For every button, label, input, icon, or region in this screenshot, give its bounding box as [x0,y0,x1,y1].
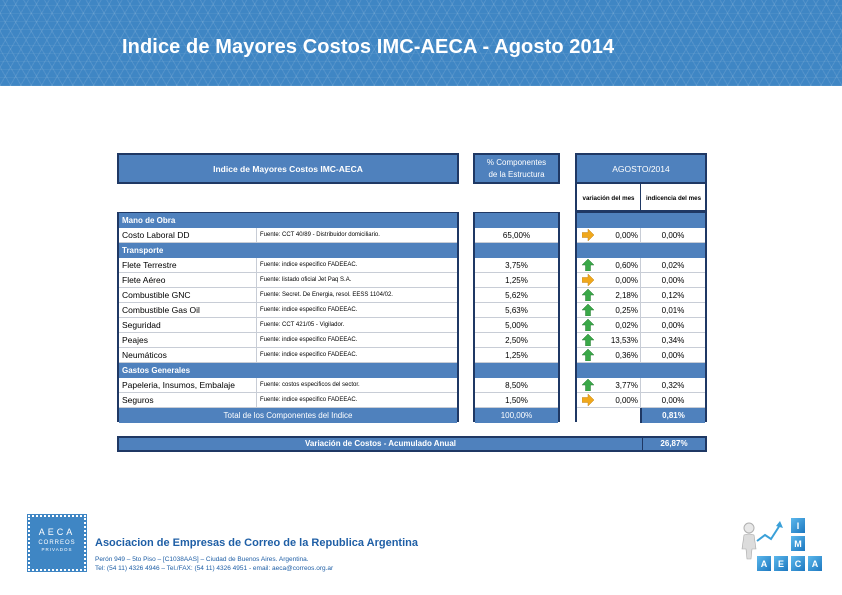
incidence-value: 0,00% [661,350,685,360]
table-row [119,303,457,318]
component-cell [475,258,558,273]
variation-value: 13,53% [610,335,638,345]
variation-value: 0,00% [615,395,638,405]
variation-row [577,378,705,393]
table-row [119,378,457,393]
item-name: Seguros [122,395,154,405]
right-arrow-icon [582,274,594,286]
incidence-value: 0,02% [661,260,685,270]
cube-block: M [790,535,806,552]
section-header [119,243,457,258]
table-row [119,228,457,243]
component-value: 3,75% [505,260,528,270]
variation-value: 3,77% [615,380,638,390]
item-source: Fuente: listado oficial Jet Paq S.A. [256,273,351,287]
component-cell [475,348,558,363]
section-header-fill [577,213,705,228]
section-title: Gastos Generales [122,366,191,375]
incidence-value: 0,12% [661,290,685,300]
total-component-value: 100,00% [500,411,533,420]
item-source: Fuente: indice especifico FADEEAC. [256,333,357,347]
right-arrow-icon [582,394,594,406]
annual-row [117,436,707,452]
variation-row [577,333,705,348]
variation-row [577,348,705,363]
incidence-value: 0,00% [661,320,685,330]
item-source: Fuente: indice especifico FADEEAC. [256,348,357,362]
component-cell [475,378,558,393]
up-arrow-icon [582,379,594,391]
section-header-fill [475,213,558,228]
item-name: Seguridad [122,320,161,330]
component-cell [475,228,558,243]
component-value: 5,62% [505,290,528,300]
incidence-value: 0,32% [661,380,685,390]
item-name: Papeleria, Insumos, Embalaje [122,380,235,390]
item-name: Flete Aéreo [122,275,166,285]
component-cell [475,288,558,303]
variation-column-header: variación del mes [582,195,635,202]
index-title-header [117,153,459,184]
item-source: Fuente: indice especifico FADEEAC. [256,303,357,317]
up-arrow-icon [582,259,594,271]
cube-block: A [807,555,823,572]
variation-value: 0,00% [615,230,638,240]
variation-row [577,303,705,318]
section-header [119,363,457,378]
section-header [119,213,457,228]
org-contact: Tel: (54 11) 4326 4946 – Tel./FAX: (54 11) 4326 4951 - email: aeca@correos.org.ar [95,565,334,572]
logo-text-privados: PRIVADOS [41,547,73,552]
page-title: Indice de Mayores Costos IMC-AECA - Agosto 2014 [122,36,615,58]
logo-text-correos: CORREOS [38,540,76,546]
variation-row [577,318,705,333]
variation-row [577,258,705,273]
component-cell [475,393,558,408]
item-source: Fuente: CCT 421/05 - Vigilador. [256,318,344,332]
annual-value: 26,87% [660,439,688,448]
item-name: Combustible GNC [122,290,191,300]
section-title: Transporte [122,246,164,255]
aeca-logo [28,515,86,571]
item-name: Peajes [122,335,148,345]
incidence-column-header: indicencia del mes [645,195,702,202]
up-arrow-icon [582,304,594,316]
table-row [119,288,457,303]
total-incidence-value: 0,81% [640,408,705,423]
period-header [575,153,707,184]
variation-row [577,288,705,303]
item-name: Combustible Gas Oil [122,305,200,315]
org-address: Perón 949 – 5to Piso – [C1038AAS] – Ciudad de Buenos Aires. Argentina. [95,556,309,563]
item-source: Fuente: CCT 40/89 - Distribuidor domiciliario. [256,228,380,242]
component-cell [475,303,558,318]
table-row [119,318,457,333]
item-source: Fuente: indice especifico FADEEAC. [256,393,357,407]
period-label: AGOSTO/2014 [612,163,670,174]
components-header-line2: de la Estructura [488,169,545,179]
incidence-value: 0,00% [661,395,685,405]
variation-value: 2,18% [615,290,638,300]
org-name: Asociacion de Empresas de Correo de la Republica Argentina [95,537,418,549]
table-row [119,258,457,273]
table-row [119,393,457,408]
item-name: Costo Laboral DD [122,230,190,240]
component-value: 5,00% [505,320,528,330]
components-header-line1: % Componentes [486,157,547,167]
cube-block: E [773,555,789,572]
component-value: 1,50% [505,395,528,405]
up-arrow-icon [582,319,594,331]
section-header-fill [475,363,558,378]
table-row [119,333,457,348]
total-incidence-row [577,408,705,423]
variation-value: 0,60% [615,260,638,270]
component-value: 8,50% [505,380,528,390]
item-source: Fuente: Secret. De Energia, resol. EESS 1104/02. [256,288,393,302]
index-title-label: Indice de Mayores Costos IMC-AECA [213,163,363,174]
item-source: Fuente: indice especifico FADEEAC. [256,258,357,272]
variation-row [577,273,705,288]
section-title: Mano de Obra [122,216,176,225]
incidence-value: 0,01% [661,305,685,315]
item-name: Flete Terrestre [122,260,177,270]
component-value: 2,50% [505,335,528,345]
component-cell [475,318,558,333]
total-component-cell [475,408,558,423]
section-header-fill [577,363,705,378]
variation-value: 0,02% [615,320,638,330]
incidence-value: 0,00% [661,275,685,285]
cube-block: C [790,555,806,572]
up-arrow-icon [582,349,594,361]
incidence-value: 0,00% [661,230,685,240]
imc-cube-logo [735,515,825,575]
component-value: 65,00% [502,230,531,240]
total-row [119,408,457,423]
table-row [119,273,457,288]
variation-value: 0,36% [615,350,638,360]
table-row [119,348,457,363]
components-header [473,153,560,184]
annual-label: Variación de Costos - Acumulado Anual [305,439,456,448]
item-name: Neumáticos [122,350,167,360]
right-arrow-icon [582,229,594,241]
variation-value: 0,00% [615,275,638,285]
component-cell [475,273,558,288]
incidence-value: 0,34% [661,335,685,345]
variation-value: 0,25% [615,305,638,315]
logo-text-aeca: AECA [38,527,76,537]
up-arrow-icon [582,289,594,301]
component-cell [475,333,558,348]
component-value: 1,25% [505,350,528,360]
variation-row [577,228,705,243]
section-header-fill [577,243,705,258]
total-label: Total de los Componentes del Indice [223,411,353,420]
component-value: 5,63% [505,305,528,315]
header-banner [0,0,842,86]
component-value: 1,25% [505,275,528,285]
variation-row [577,393,705,408]
item-source: Fuente: costos especificos del sector. [256,378,360,392]
cube-block: I [790,517,806,534]
cube-block: A [756,555,772,572]
section-header-fill [475,243,558,258]
up-arrow-icon [582,334,594,346]
